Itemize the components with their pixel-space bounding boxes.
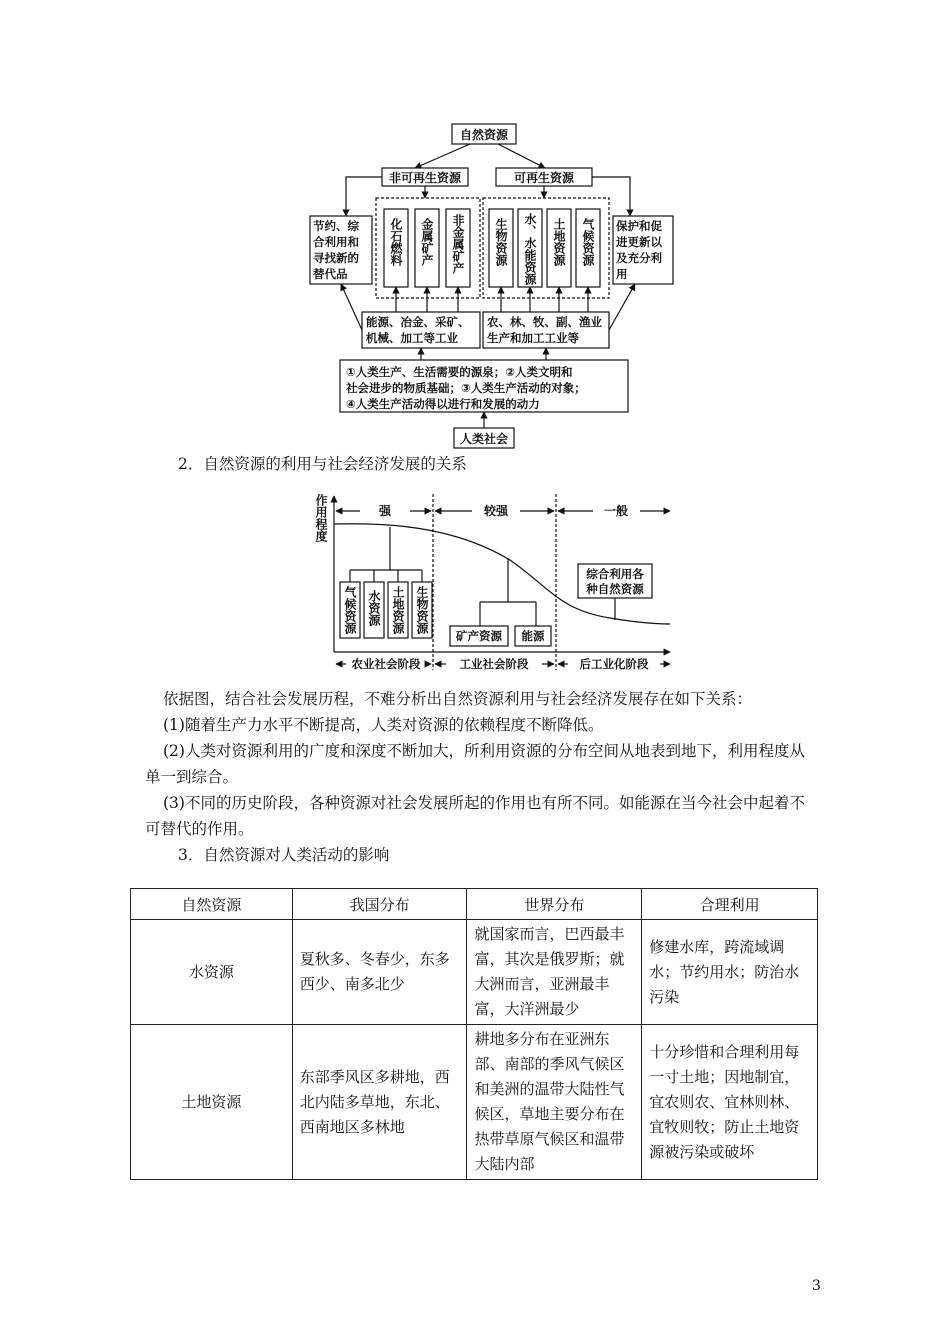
agri-resource: 生物资源 — [415, 586, 429, 634]
china-distribution-cell: 夏秋多、冬春少，东多西少、南多北少 — [292, 920, 467, 1025]
world-distribution-cell: 耕地多分布在亚洲东部、南部的季风气候区和美洲的温带大陆性气候区，草地主要分布在热带草原气候区和温带大陆内部 — [467, 1025, 642, 1180]
renewable-item: 土地资源 — [552, 218, 566, 266]
table-row — [131, 920, 818, 1025]
agri-resource: 气候资源 — [343, 586, 357, 634]
analysis-intro: 依据图，结合社会发展历程，不难分析出自然资源利用与社会经济发展存在如下关系： — [163, 690, 753, 708]
root-label: 自然资源 — [459, 128, 509, 142]
renewable-item: 水、水能资源 — [523, 213, 537, 285]
resource-cell: 水资源 — [131, 920, 293, 1025]
rational-use-cell: 修建水库，跨流域调水；节约用水；防治水污染 — [642, 920, 818, 1025]
agri-resource: 土地资源 — [391, 586, 405, 634]
nonrenewable-industry: 能源、冶金、采矿、机械、加工等工业 — [366, 315, 470, 345]
table-row — [131, 1025, 818, 1180]
agri-resource: 水资源 — [367, 590, 381, 626]
resource-classification-diagram — [300, 118, 662, 452]
china-distribution-cell: 东部季风区多耕地，西北内陆多草地，东北、西南地区多林地 — [292, 1025, 467, 1180]
resource-development-chart — [310, 490, 680, 680]
rational-use-cell: 十分珍惜和合理利用每一寸土地；因地制宜，宜农则农、宜林则林、宜牧则牧；防止土地资源被污染或破坏 — [642, 1025, 818, 1180]
post-industrial-text: 综合利用各 — [586, 567, 644, 581]
nonrenewable-measure: 节约、综合利用和寻找新的替代品 — [313, 219, 359, 281]
stage-label: 工业社会阶段 — [459, 657, 529, 671]
world-distribution-cell: 就国家而言，巴西最丰富，其次是俄罗斯；就大洲而言，亚洲最丰富，大洋洲最少 — [467, 920, 642, 1025]
nonrenewable-item: 金属矿产 — [420, 218, 434, 266]
intensity-label: 较强 — [483, 504, 509, 518]
nonrenewable-item: 非金属矿产 — [451, 214, 465, 274]
column-header: 自然资源 — [131, 889, 293, 920]
section-2-heading: 2．自然资源的利用与社会经济发展的关系 — [178, 455, 467, 473]
y-axis-label: 作用程度 — [314, 494, 328, 542]
renewable-label: 可再生资源 — [513, 171, 575, 185]
role-line: ①人类生产、生活需要的源泉；②人类文明和 — [346, 365, 573, 379]
role-line: 社会进步的物质基础；③人类生产活动的对象； — [346, 381, 586, 395]
stage-label: 农业社会阶段 — [351, 657, 421, 671]
column-header: 合理利用 — [642, 889, 818, 920]
post-industrial-text: 种自然资源 — [586, 582, 644, 596]
renewable-measure: 保护和促进更新以及充分利用 — [616, 219, 662, 281]
society-label: 人类社会 — [459, 432, 509, 446]
nonrenewable-label: 非可再生资源 — [388, 171, 462, 185]
renewable-item: 生物资源 — [494, 218, 508, 266]
industrial-resource: 能源 — [521, 629, 545, 643]
analysis-point-1: (1)随着生产力水平不断提高，人类对资源的依赖程度不断降低。 — [163, 716, 604, 734]
table-header-row — [131, 889, 818, 920]
resource-cell: 土地资源 — [131, 1025, 293, 1180]
page-number: 3 — [812, 1278, 821, 1294]
stage-label: 后工业化阶段 — [579, 657, 649, 671]
role-line: ④人类生产活动得以进行和发展的动力 — [346, 397, 540, 411]
analysis-point-2: (2)人类对资源利用的广度和深度不断加大，所利用资源的分布空间从地表到地下，利用程度从单一到综合。 — [145, 742, 805, 786]
section-3-heading: 3．自然资源对人类活动的影响 — [178, 846, 390, 864]
renewable-item: 气候资源 — [581, 218, 595, 266]
column-header: 我国分布 — [292, 889, 467, 920]
renewable-industry: 农、林、牧、副、渔业生产和加工工业等 — [487, 315, 602, 345]
intensity-label: 一般 — [603, 504, 629, 518]
column-header: 世界分布 — [467, 889, 642, 920]
intensity-label: 强 — [378, 504, 392, 518]
nonrenewable-item: 化石燃料 — [389, 218, 403, 266]
industrial-resource: 矿产资源 — [456, 629, 502, 643]
resource-table — [130, 888, 818, 1180]
analysis-point-3: (3)不同的历史阶段，各种资源对社会发展所起的作用也有所不同。如能源在当今社会中起着不可替代的作用。 — [145, 794, 805, 838]
